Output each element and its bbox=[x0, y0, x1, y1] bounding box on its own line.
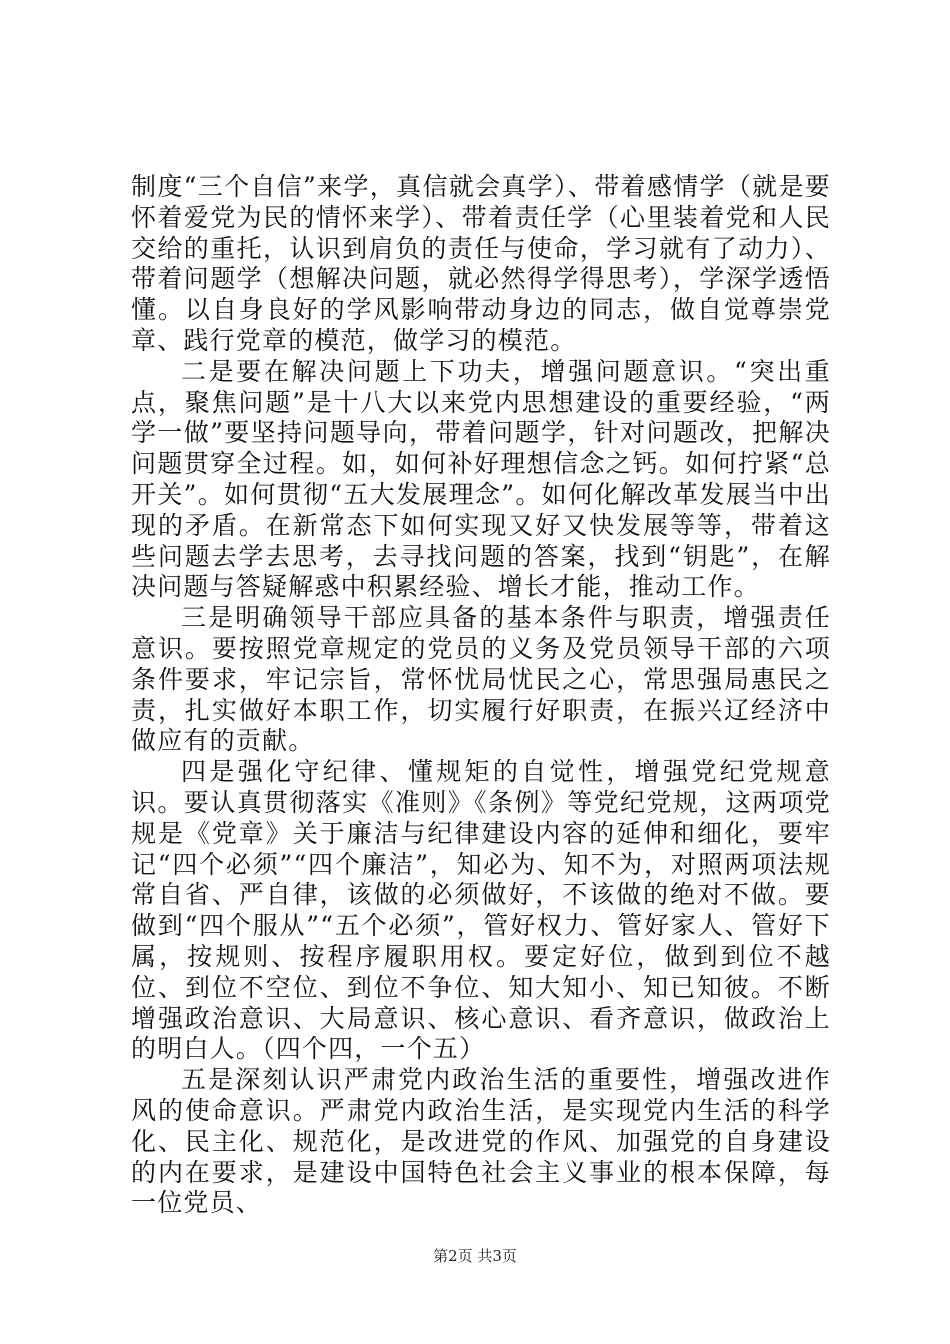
paragraph-4: 四是强化守纪律、懂规矩的自觉性，增强党纪党规意识。要认真贯彻落实《准则》《条例》等党纪党规，这两项党规是《党章》关于廉洁与纪律建设内容的延伸和细化，要牢记“四个必须”“四个廉洁”，知必为、知不为，对照两项法规常自省、严自律，该做的必须做好，不该做的绝对不做。要做到“四个服从”“五个必须”，管好权力、管好家人、管好下属，按规则、按程序履职用权。要定好位，做到到位不越位、到位不空位、到位不争位、知大知小、知已知彼。不断增强政治意识、大局意识、核心意识、看齐意识，做政治上的明白人。（四个四，一个五） bbox=[131, 757, 831, 1064]
paragraph-1: 制度“三个自信”来学，真信就会真学）、带着感情学（就是要怀着爱党为民的情怀来学）、带着责任学（心里装着党和人民交给的重托，认识到肩负的责任与使命，学习就有了动力）、带着问题学（想解决问题，就必然得学得思考），学深学透悟懂。以自身良好的学风影响带动身边的同志，做自觉尊崇党章、践行党章的模范，做学习的模范。 bbox=[131, 172, 831, 355]
page-footer: 第2页 共3页 bbox=[433, 1247, 517, 1265]
paragraph-5: 五是深刻认识严肃党内政治生活的重要性，增强改进作风的使命意识。严肃党内政治生活，是实现党内生活的科学化、民主化、规范化，是改进党的作风、加强党的自身建设的内在要求，是建设中国特色社会主义事业的根本保障，每一位党员、 bbox=[131, 1065, 831, 1218]
document-body bbox=[131, 172, 831, 1219]
paragraph-3: 三是明确领导干部应具备的基本条件与职责，增强责任意识。要按照党章规定的党员的义务及党员领导干部的六项条件要求，牢记宗旨，常怀忧局忧民之心，常思强局惠民之责，扎实做好本职工作，切实履行好职责，在振兴辽经济中做应有的贡献。 bbox=[131, 603, 831, 756]
paragraph-2: 二是要在解决问题上下功夫，增强问题意识。“突出重点，聚焦问题”是十八大以来党内思想建设的重要经验，“两学一做”要坚持问题导向，带着问题学，针对问题改，把解决问题贯穿全过程。如，如何补好理想信念之钙。如何拧紧“总开关”。如何贯彻“五大发展理念”。如何化解改革发展当中出现的矛盾。在新常态下如何实现又好又快发展等等，带着这些问题去学去思考，去寻找问题的答案，找到“钥匙”，在解决问题与答疑解惑中积累经验、增长才能，推动工作。 bbox=[131, 356, 831, 602]
